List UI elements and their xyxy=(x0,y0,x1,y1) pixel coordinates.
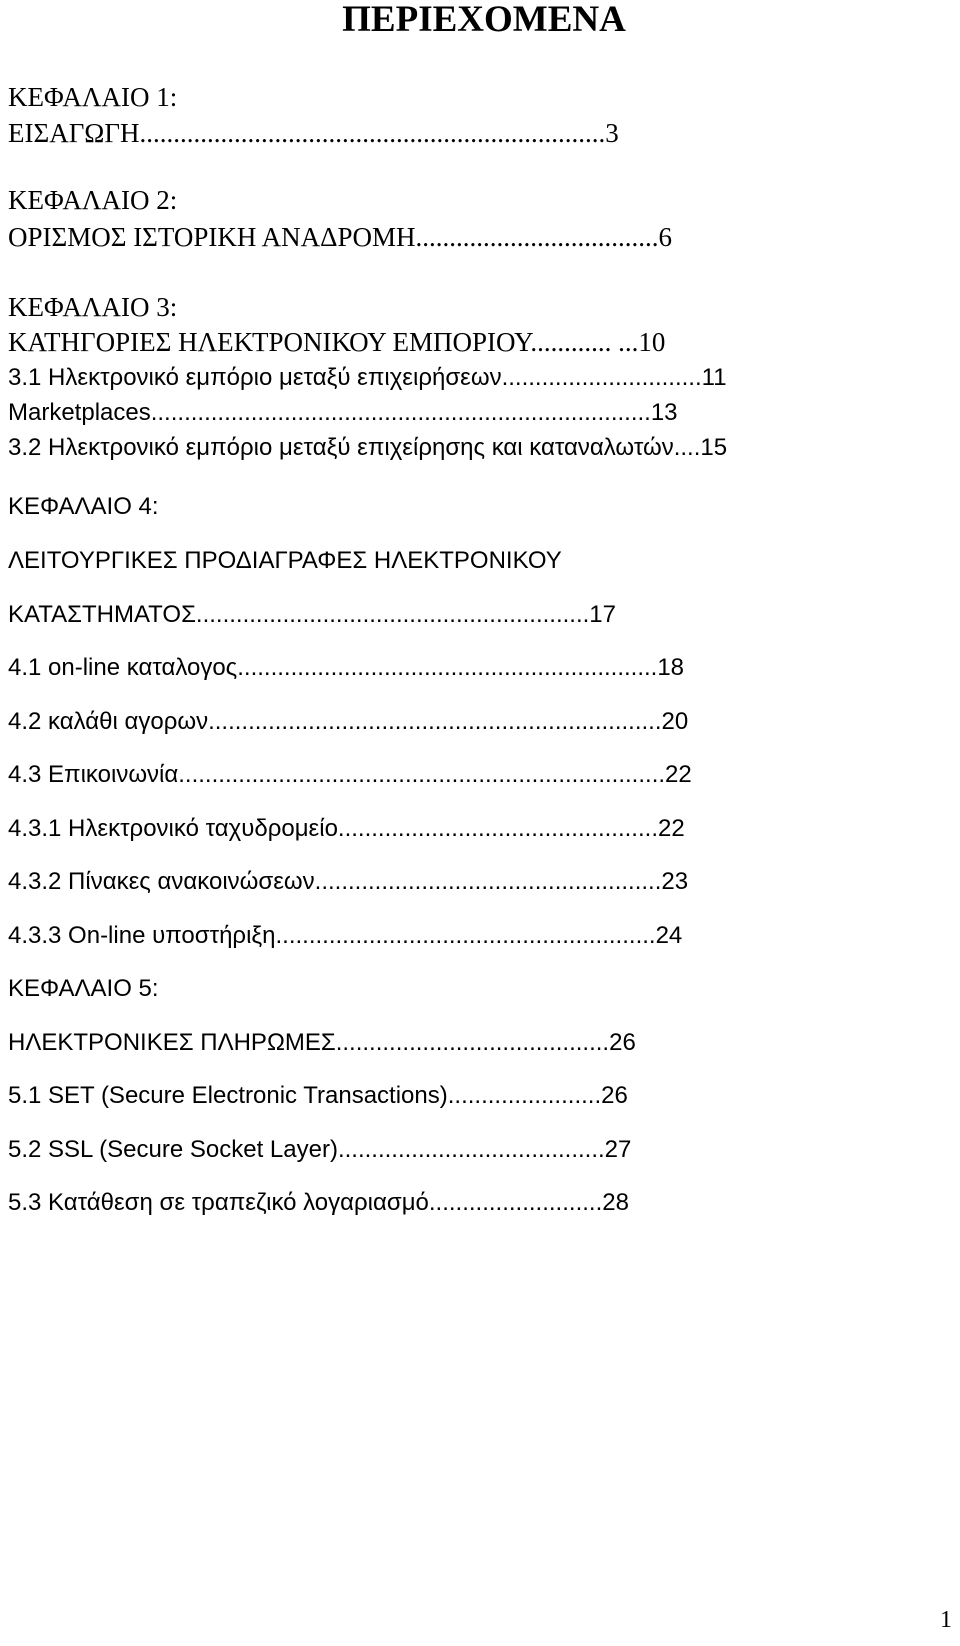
chapter-4-title-line-1: ΛΕΙΤΟΥΡΓΙΚΕΣ ΠΡΟΔΙΑΓΡΑΦΕΣ ΗΛΕΚΤΡΟΝΙΚΟΥ xyxy=(8,547,562,574)
toc-entry-5-1: 5.1 SET (Secure Electronic Transactions).......................26 xyxy=(8,1082,628,1109)
chapter-5-title: ΗΛΕΚΤΡΟΝΙΚΕΣ ΠΛΗΡΩΜΕΣ.........................................26 xyxy=(8,1029,636,1056)
toc-entry-marketplaces: Marketplaces...........................................................................13 xyxy=(8,399,678,426)
toc-entry-4-2: 4.2 καλάθι αγορων....................................................................20 xyxy=(8,708,689,735)
toc-entry-4-3: 4.3 Επικοινωνία.........................................................................22 xyxy=(8,761,692,788)
chapter-3-title: ΚΑΤΗΓΟΡΙΕΣ ΗΛΕΚΤΡΟΝΙΚΟΥ ΕΜΠΟΡΙΟΥ............ ...10 xyxy=(8,327,666,357)
chapter-4-heading: ΚΕΦΑΛΑΙΟ 4: xyxy=(8,493,159,520)
chapter-3-heading: ΚΕΦΑΛΑΙΟ 3: xyxy=(8,292,178,322)
toc-entry-5-3: 5.3 Κατάθεση σε τραπεζικό λογαριασμό..........................28 xyxy=(8,1189,629,1216)
toc-entry-4-3-3: 4.3.3 On-line υποστήριξη.........................................................24 xyxy=(8,922,683,949)
chapter-2-heading: ΚΕΦΑΛΑΙΟ 2: xyxy=(8,185,178,215)
toc-entry-5-2: 5.2 SSL (Secure Socket Layer)........................................27 xyxy=(8,1136,632,1163)
chapter-4-title-line-2: ΚΑΤΑΣΤΗΜΑΤΟΣ...........................................................17 xyxy=(8,601,617,628)
page-number: 1 xyxy=(940,1607,952,1633)
toc-entry-3-1: 3.1 Ηλεκτρονικό εμπόριο μεταξύ επιχειρήσεων..............................11 xyxy=(8,364,727,391)
chapter-5-heading: ΚΕΦΑΛΑΙΟ 5: xyxy=(8,975,159,1002)
toc-entry-4-1: 4.1 on-line καταλογος...............................................................18 xyxy=(8,654,685,681)
chapter-2-title: ΟΡΙΣΜΟΣ ΙΣΤΟΡΙΚΗ ΑΝΑΔΡΟΜΗ....................................6 xyxy=(8,222,673,252)
page-title: ΠΕΡΙΕΧΟΜΕΝΑ xyxy=(342,0,626,40)
toc-entry-4-3-2: 4.3.2 Πίνακες ανακοινώσεων....................................................23 xyxy=(8,868,689,895)
toc-entry-4-3-1: 4.3.1 Ηλεκτρονικό ταχυδρομείο................................................22 xyxy=(8,815,685,842)
chapter-1-heading: ΚΕΦΑΛΑΙΟ 1: xyxy=(8,82,178,112)
toc-entry-3-2: 3.2 Ηλεκτρονικό εμπόριο μεταξύ επιχείρησης και καταναλωτών....15 xyxy=(8,434,728,461)
chapter-1-title: ΕΙΣΑΓΩΓΗ.....................................................................3 xyxy=(8,118,619,148)
